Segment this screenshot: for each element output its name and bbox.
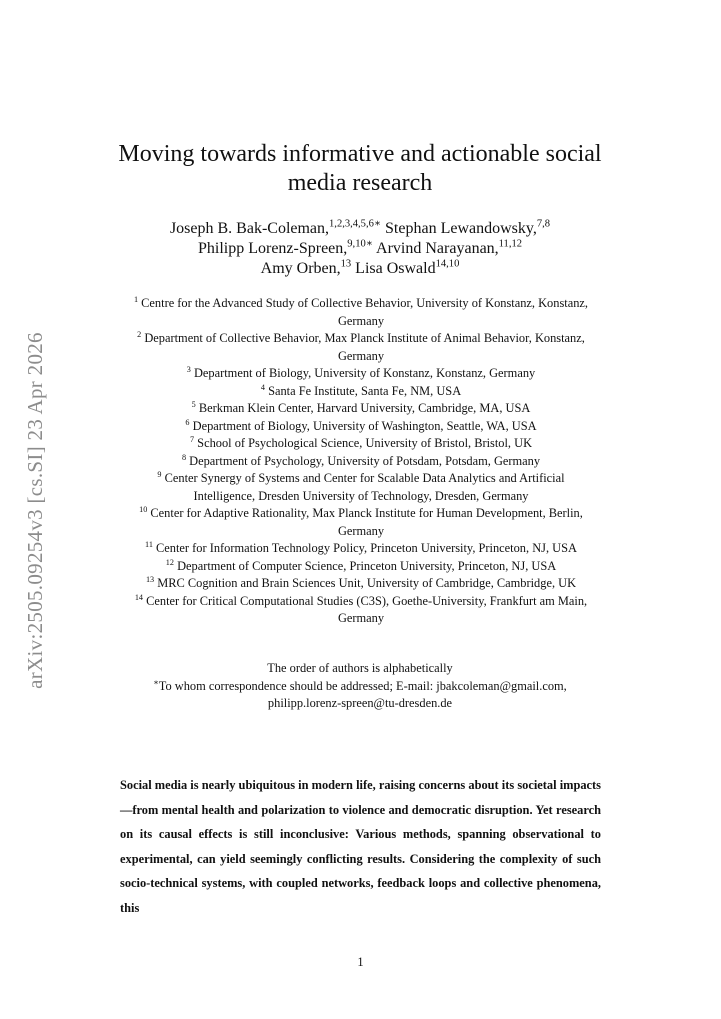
affiliation-number: 2: [137, 329, 142, 339]
affiliation-text: Berkman Klein Center, Harvard University, Cambridge, MA, USA: [198, 401, 531, 415]
author-affil-marker: 7,8: [536, 218, 551, 230]
author-affil-marker: 14,10: [435, 258, 460, 270]
affiliation-list: [86, 295, 636, 628]
affiliation-number: 1: [133, 294, 139, 304]
affiliation-number: 14: [134, 592, 143, 602]
author-name: Amy Orben,: [260, 260, 341, 277]
author-notes: [90, 660, 630, 713]
author-affil-marker: 11,12: [498, 238, 523, 250]
affiliation-item: [86, 365, 636, 383]
author-name: Arvind Narayanan,: [376, 240, 499, 257]
affiliation-text: Department of Biology, University of Konstanz, Konstanz, Germany: [193, 366, 536, 380]
author-name: Lisa Oswald: [355, 260, 436, 277]
affiliation-text: Center for Adaptive Rationality, Max Planck Institute for Human Development, Berlin,: [150, 506, 583, 520]
affiliation-number: 8: [181, 452, 187, 462]
affiliation-text: MRC Cognition and Brain Sciences Unit, University of Cambridge, Cambridge, UK: [157, 576, 577, 590]
correspondence-text: To whom correspondence should be addressed; E-mail: jbakcoleman@gmail.com,: [158, 678, 567, 693]
author-name: Joseph B. Bak-Coleman,: [169, 220, 330, 237]
author-order-note: The order of authors is alphabetically: [267, 661, 453, 675]
author-name: Philipp Lorenz-Spreen,: [197, 240, 348, 257]
title-line-1: Moving towards informative and actionable social: [118, 141, 602, 167]
author-name: Stephan Lewandowsky,: [385, 220, 537, 237]
author-list: [90, 219, 630, 279]
author-line-2: [90, 239, 630, 259]
affiliation-text: Center for Information Technology Policy, Princeton University, Princeton, NJ, USA: [156, 541, 577, 555]
affiliation-text: Center Synergy of Systems and Center for Scalable Data Analytics and Artificial: [164, 471, 565, 485]
page-number: 1: [357, 955, 364, 969]
affiliation-text: Department of Computer Science, Princeton University, Princeton, NJ, USA: [177, 558, 557, 573]
affiliation-number: 5: [191, 399, 196, 409]
affiliation-item: [86, 558, 636, 576]
title-line-2: media research: [287, 170, 433, 196]
affiliation-item: [86, 295, 636, 330]
affiliation-text: Germany: [337, 611, 385, 625]
affiliation-number: 4: [260, 382, 265, 392]
affiliation-text: Department of Collective Behavior, Max Planck Institute of Animal Behavior, Konstanz,: [144, 331, 585, 345]
arxiv-sidebar-stamp: [16, 300, 54, 720]
affiliation-item: [86, 435, 636, 453]
affiliation-item: [86, 383, 636, 401]
arxiv-id-text: arXiv:2505.09254v3 [cs.SI] 23 Apr 2026: [22, 331, 47, 689]
affiliation-text: Germany: [337, 348, 385, 363]
author-line-1: [90, 219, 630, 239]
affiliation-text: Intelligence, Dresden University of Technology, Dresden, Germany: [193, 488, 529, 503]
author-line-3: [90, 259, 630, 279]
affiliation-text: Center for Critical Computational Studies (C3S), Goethe-University, Frankfurt am Main,: [146, 593, 588, 608]
affiliation-item: [86, 505, 636, 540]
affiliation-text: Department of Biology, University of Washington, Seattle, WA, USA: [192, 418, 537, 433]
affiliation-number: 11: [145, 539, 153, 549]
author-affil-marker: 1,2,3,4,5,6∗: [329, 218, 382, 230]
affiliation-number: 10: [139, 504, 148, 514]
affiliation-number: 7: [189, 434, 195, 444]
affiliation-number: 3: [186, 364, 191, 374]
affiliation-text: Centre for the Advanced Study of Collective Behavior, University of Konstanz, Konstanz,: [141, 296, 589, 310]
correspondence-email: philipp.lorenz-spreen@tu-dresden.de: [267, 696, 453, 710]
correspondence-note: [90, 678, 630, 696]
affiliation-text: School of Psychological Science, University of Bristol, Bristol, UK: [197, 436, 533, 450]
affiliation-item: [86, 540, 636, 558]
affiliation-number: 9: [157, 469, 162, 479]
affiliation-item: [86, 330, 636, 365]
affiliation-text: Germany: [337, 523, 385, 538]
affiliation-item: [86, 418, 636, 436]
author-affil-marker: 9,10∗: [347, 238, 373, 250]
affiliation-item: [86, 470, 636, 505]
affiliation-number: 6: [185, 417, 190, 427]
affiliation-item: [86, 593, 636, 628]
affiliation-item: [86, 400, 636, 418]
affiliation-item: [86, 453, 636, 471]
affiliation-item: [86, 575, 636, 593]
affiliation-number: 12: [165, 557, 174, 567]
affiliation-text: Santa Fe Institute, Santa Fe, NM, USA: [268, 383, 462, 398]
affiliation-number: 13: [145, 574, 155, 584]
abstract-text: Social media is nearly ubiquitous in modern life, raising concerns about its societal impacts—from mental health and polarization to violence and democratic disruption. Yet research on its causal effects is still inconclusive: Various methods, spanning observational to experimental, can yield seemingly conflicting results. Considering the complexity of such socio-technical systems, with coupled networks, feedback loops and collective phenomena, this: [120, 778, 601, 915]
affiliation-text: Germany: [337, 313, 385, 328]
author-affil-marker: 13: [340, 258, 352, 270]
correspondence-star: ∗: [153, 677, 159, 687]
paper-title: [90, 140, 630, 198]
affiliation-text: Department of Psychology, University of Potsdam, Potsdam, Germany: [189, 453, 541, 468]
